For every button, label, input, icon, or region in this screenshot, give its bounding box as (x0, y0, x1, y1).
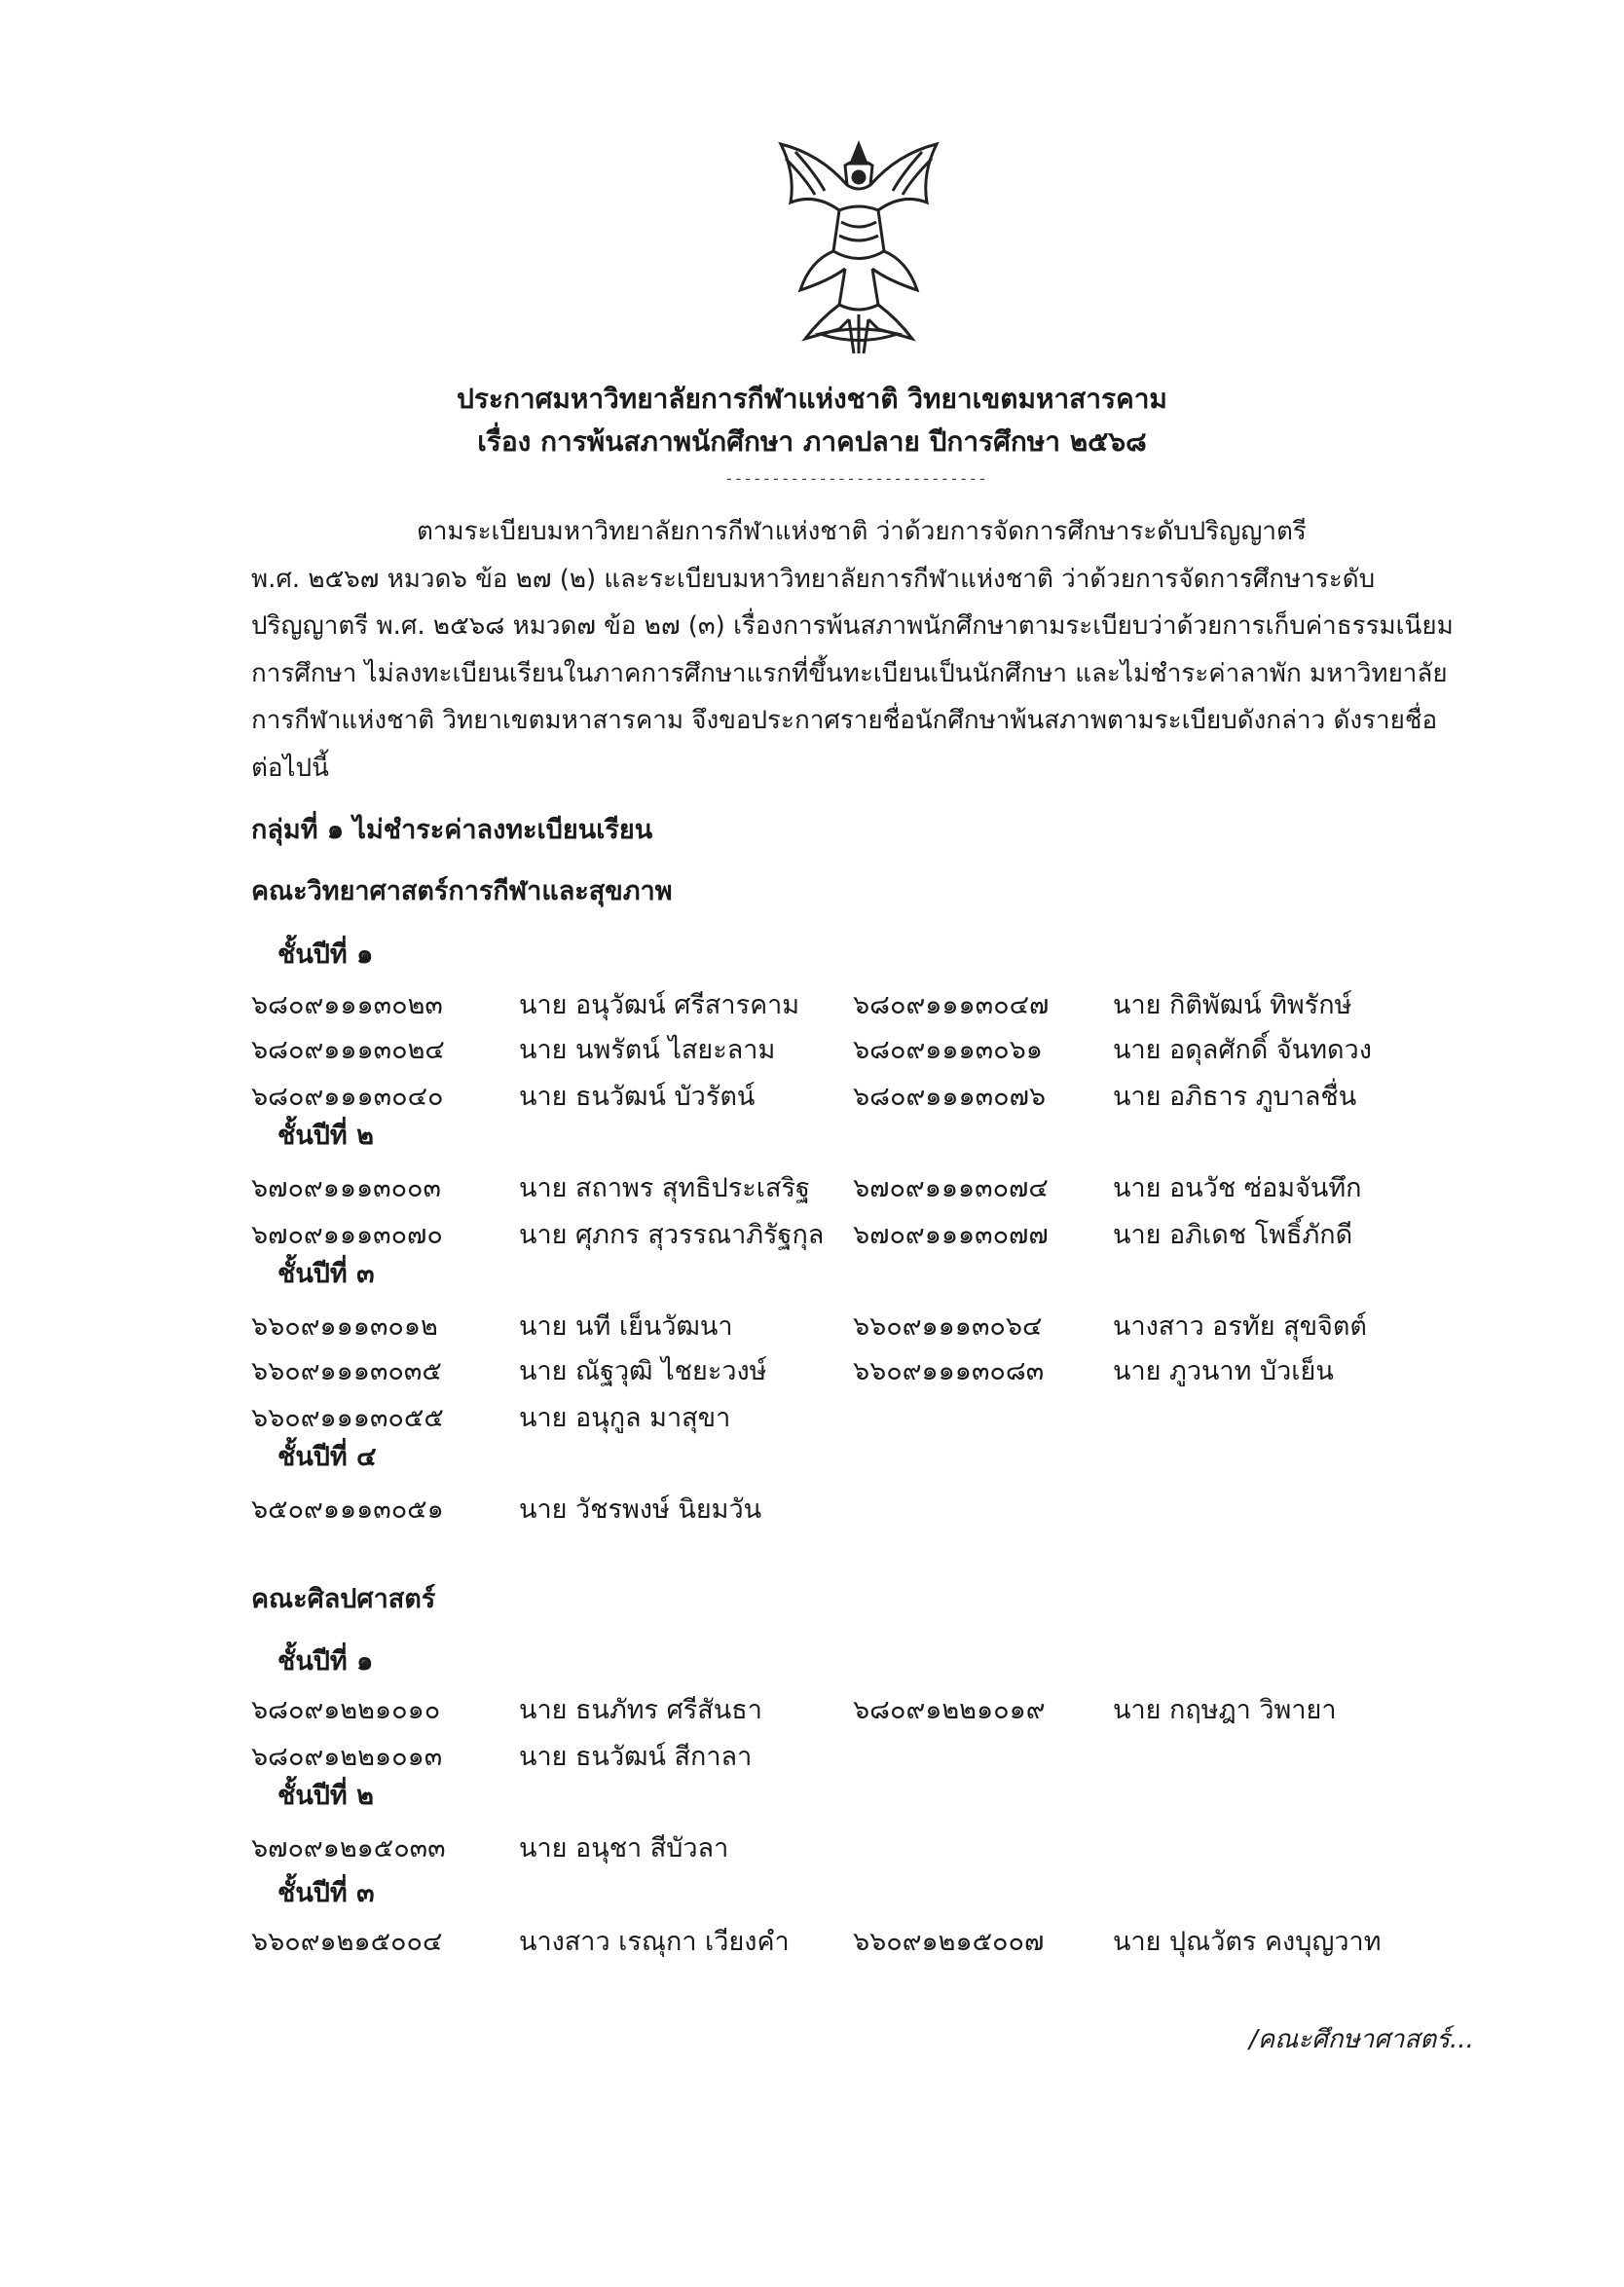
garuda-emblem-icon (761, 134, 956, 358)
student-name: นาย อภิเดช โพธิ์ภักดี (1113, 1220, 1353, 1250)
student-id: ๖๖๐๙๑๒๑๕๐๐๔ (251, 1927, 443, 1957)
student-name: นาย ศุภกร สุวรรณาภิรัฐกุล (519, 1220, 825, 1250)
year-heading: ชั้นปีที่ ๑ (277, 940, 374, 970)
paragraph-line: พ.ศ. ๒๕๖๗ หมวด๖ ข้อ ๒๗ (๒) และระเบียบมหาวิทยาลัยการกีฬาแห่งชาติ ว่าด้วยการจัดการศึกษาระดับ (251, 564, 1376, 594)
paragraph-line: การศึกษา ไม่ลงทะเบียนเรียนในภาคการศึกษาแรกที่ขึ้นทะเบียนเป็นนักศึกษา และไม่ชำระค่าลาพัก มหาวิทยาลัย (251, 658, 1448, 688)
student-name: นาย ณัฐวุฒิ ไชยะวงษ์ (519, 1356, 767, 1386)
student-id: ๖๖๐๙๑๒๑๕๐๐๗ (853, 1927, 1045, 1957)
student-name: นางสาว อรทัย สุขจิตต์ (1113, 1311, 1367, 1342)
student-id: ๖๕๐๙๑๑๑๓๐๕๑ (251, 1494, 444, 1525)
student-id: ๖๗๐๙๑๑๑๓๐๗๗ (853, 1220, 1049, 1250)
student-id: ๖๘๐๙๑๒๒๑๐๑๓ (251, 1742, 443, 1772)
student-id: ๖๘๐๙๑๒๒๑๐๑๙ (853, 1695, 1046, 1725)
year-heading: ชั้นปีที่ ๒ (277, 1781, 374, 1811)
student-name: นาย อนุวัฒน์ ศรีสารคาม (519, 990, 800, 1020)
document-subject: เรื่อง การพ้นสภาพนักศึกษา ภาคปลาย ปีการศึกษา ๒๕๖๘ (477, 425, 1147, 458)
student-id: ๖๗๐๙๑๑๑๓๐๗๐ (251, 1220, 443, 1250)
student-id: ๖๖๐๙๑๑๑๓๐๘๓ (853, 1356, 1045, 1386)
student-id: ๖๖๐๙๑๑๑๓๐๑๒ (251, 1311, 438, 1342)
table-row (0, 1166, 1624, 1205)
table-row (0, 1213, 1624, 1252)
student-name: นาย ภูวนาท บัวเย็น (1113, 1356, 1334, 1386)
student-id: ๖๗๐๙๑๑๑๓๐๐๓ (251, 1173, 441, 1203)
table-row (0, 1735, 1624, 1774)
student-id: ๖๘๐๙๑๑๑๓๐๔๐ (251, 1082, 444, 1112)
student-name: นาย ธนวัฒน์ บัวรัตน์ (519, 1082, 756, 1112)
year-heading: ชั้นปีที่ ๑ (277, 1646, 374, 1677)
student-id: ๖๘๐๙๑๑๑๓๐๔๗ (853, 990, 1050, 1020)
paragraph-line: ต่อไปนี้ (251, 753, 329, 783)
student-name: นาย สถาพร สุทธิประเสริฐ (519, 1173, 810, 1203)
paragraph-line: การกีฬาแห่งชาติ วิทยาเขตมหาสารคาม จึงขอประกาศรายชื่อนักศึกษาพ้นสภาพตามระเบียบดังกล่าว ดังรายชื่อ (251, 706, 1438, 735)
paragraph-line: ปริญญาตรี พ.ศ. ๒๕๖๘ หมวด๗ ข้อ ๒๗ (๓) เรื่องการพ้นสภาพนักศึกษาตามระเบียบว่าด้วยการเก็บค่าธรรมเนียม (251, 611, 1454, 641)
student-id: ๖๖๐๙๑๑๑๓๐๕๕ (251, 1403, 444, 1433)
faculty-heading: คณะวิทยาศาสตร์การกีฬาและสุขภาพ (251, 876, 673, 906)
student-name: นาย ธนวัฒน์ สีกาลา (519, 1742, 753, 1772)
year-heading: ชั้นปีที่ ๒ (277, 1121, 374, 1151)
student-name: นาย อดุลศักดิ์ จันทดวง (1113, 1035, 1372, 1065)
document-title: ประกาศมหาวิทยาลัยการกีฬาแห่งชาติ วิทยาเขตมหาสารคาม (457, 383, 1167, 415)
student-name: นางสาว เรณุกา เวียงคำ (519, 1927, 790, 1957)
student-id: ๖๘๐๙๑๑๑๓๐๒๔ (251, 1035, 445, 1065)
student-name: นาย กิติพัฒน์ ทิพรักษ์ (1113, 990, 1352, 1020)
student-name: นาย กฤษฎา วิพายา (1113, 1695, 1337, 1725)
student-name: นาย อภิธาร ภูบาลชื่น (1113, 1082, 1357, 1112)
table-row (0, 983, 1624, 1022)
student-id: ๖๘๐๙๑๑๑๓๐๖๑ (853, 1035, 1043, 1065)
student-name: นาย วัชรพงษ์ นิยมวัน (519, 1494, 762, 1525)
student-name: นาย ธนภัทร ศรีสันธา (519, 1695, 762, 1725)
student-name: นาย ปุณวัตร คงบุญวาท (1113, 1927, 1382, 1957)
student-id: ๖๘๐๙๑๒๒๑๐๑๐ (251, 1695, 441, 1725)
table-row (0, 1028, 1624, 1067)
table-row (0, 1305, 1624, 1344)
student-id: ๖๗๐๙๑๑๑๓๐๗๔ (853, 1173, 1049, 1203)
year-heading: ชั้นปีที่ ๓ (277, 1259, 375, 1289)
student-name: นาย นที เย็นวัฒนา (519, 1311, 733, 1342)
year-heading: ชั้นปีที่ ๓ (277, 1878, 375, 1908)
student-id: ๖๗๐๙๑๒๑๕๐๓๓ (251, 1833, 446, 1863)
table-row (0, 1488, 1624, 1527)
student-id: ๖๘๐๙๑๑๑๓๐๒๓ (251, 990, 443, 1020)
table-row (0, 1075, 1624, 1114)
student-name: นาย อนุกูล มาสุขา (519, 1403, 731, 1433)
year-heading: ชั้นปีที่ ๔ (277, 1442, 377, 1472)
intro-paragraph (251, 508, 1454, 792)
student-name: นาย นพรัตน์ ไสยะลาม (519, 1035, 776, 1065)
title-separator: ---------------------------- (724, 469, 987, 488)
table-row (0, 1396, 1624, 1435)
faculty-heading: คณะศิลปศาสตร์ (251, 1584, 436, 1614)
group-heading: กลุ่มที่ ๑ ไม่ชำระค่าลงทะเบียนเรียน (251, 815, 653, 845)
student-id: ๖๖๐๙๑๑๑๓๐๓๕ (251, 1356, 442, 1386)
table-row (0, 1349, 1624, 1388)
table-row (0, 1688, 1624, 1727)
student-id: ๖๘๐๙๑๑๑๓๐๗๖ (853, 1082, 1047, 1112)
student-id: ๖๖๐๙๑๑๑๓๐๖๔ (853, 1311, 1043, 1342)
table-row (0, 1826, 1624, 1865)
table-row (0, 1920, 1624, 1959)
page-continuation: /คณะศึกษาศาสตร์... (1249, 2025, 1474, 2054)
student-name: นาย อนุชา สีบัวลา (519, 1833, 729, 1863)
student-name: นาย อนวัช ซ่อมจันทึก (1113, 1173, 1362, 1203)
paragraph-line: ตามระเบียบมหาวิทยาลัยการกีฬาแห่งชาติ ว่าด้วยการจัดการศึกษาระดับปริญญาตรี (417, 517, 1307, 546)
